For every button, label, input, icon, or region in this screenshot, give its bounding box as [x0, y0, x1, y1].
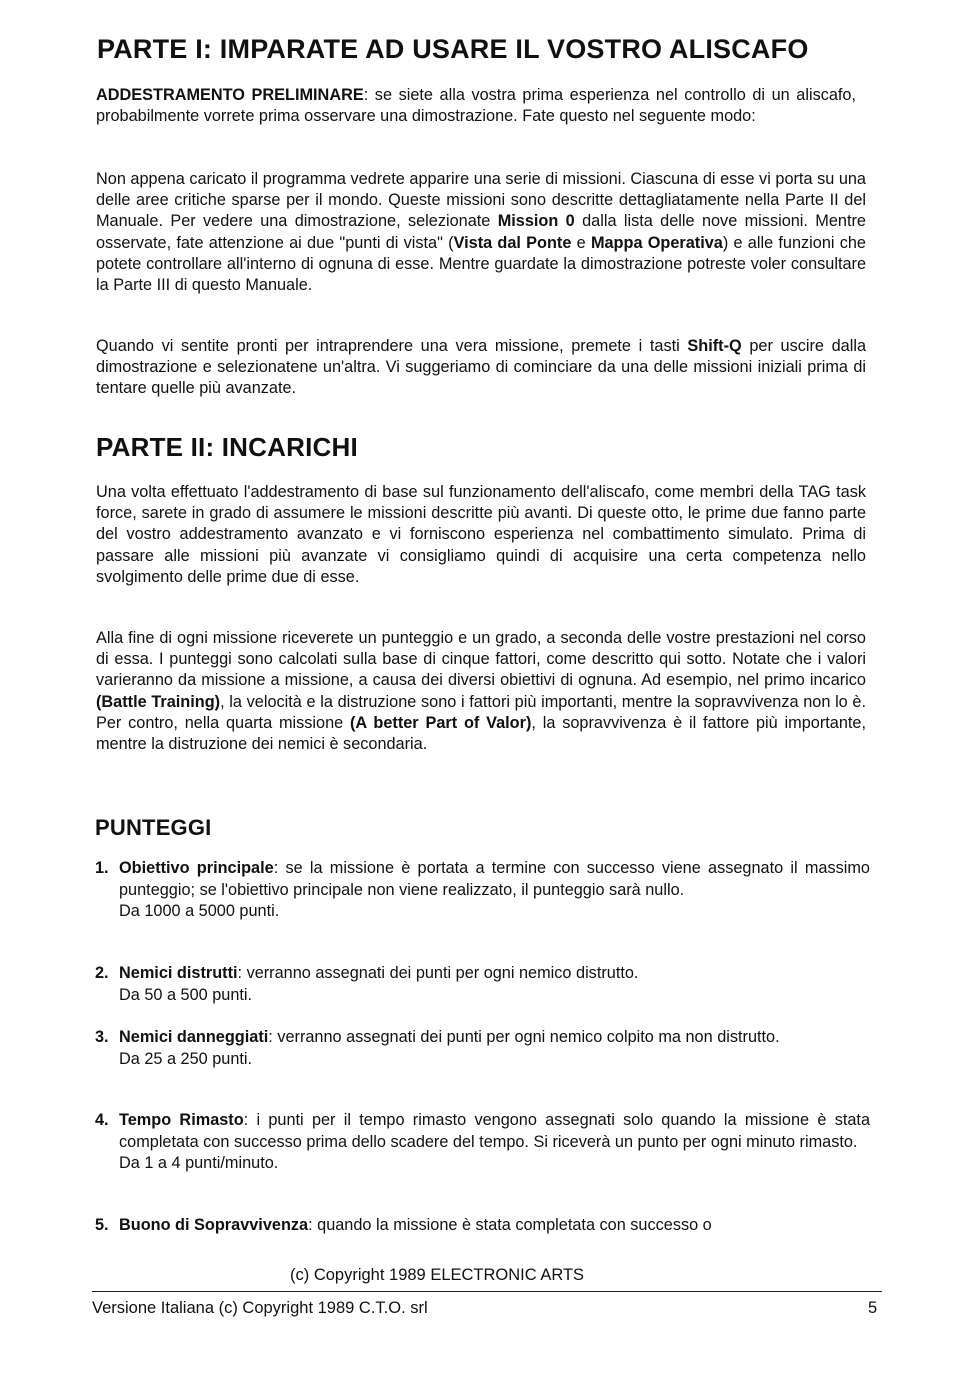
battle-training-label: (Battle Training)	[96, 692, 221, 711]
footer-divider	[92, 1291, 882, 1292]
paragraph-text: ) e alle funzioni che potete controllare all'interno di ognuna di esse. Mentre guardate la dimostrazione potreste voler consultare la Parte III di questo Manuale.	[96, 233, 866, 295]
demo-instructions-paragraph	[96, 169, 866, 296]
score-item-time-remaining	[95, 1110, 870, 1175]
score-item-label: Tempo Rimasto	[119, 1111, 244, 1129]
paragraph-text: Non appena caricato il programma vedrete apparire una serie di missioni. Ciascuna di esse vi porta su una delle aree critiche sparse per il mondo. Queste missioni sono descritte dettagliatamente nella Parte II del Manuale. Per vedere una dimostrazione, selezionate	[96, 170, 866, 231]
score-item-survival-bonus	[95, 1215, 870, 1237]
score-item-points: Da 50 a 500 punti.	[119, 985, 253, 1004]
score-item-enemies-destroyed	[95, 963, 870, 1006]
score-item-label: Buono di Sopravvivenza	[119, 1216, 309, 1234]
mission-0-label: Mission 0	[497, 212, 575, 231]
preliminary-training-label: ADDESTRAMENTO PRELIMINARE	[96, 86, 364, 104]
paragraph-text: per uscire dalla dimostrazione e selezionatene un'altra. Vi suggeriamo di cominciare da una delle missioni iniziali prima di tentare quelle più avanzate.	[96, 337, 867, 398]
better-part-of-valor-label: (A better Part of Valor)	[350, 713, 532, 732]
paragraph-text: , la velocità e la distruzione sono i fattori più importanti, mentre la sopravvivenza non lo è. Per contro, nella quarta missione	[96, 692, 866, 732]
list-number: 2.	[95, 964, 109, 982]
score-item-enemies-damaged	[95, 1027, 870, 1070]
scores-heading: PUNTEGGI	[95, 815, 212, 840]
list-number: 4.	[95, 1111, 109, 1129]
list-number: 3.	[95, 1028, 109, 1046]
assignments-intro-paragraph: Una volta effettuato l'addestramento di base sul funzionamento dell'aliscafo, come membri della TAG task force, sarete in grado di assumere le missioni descritte più avanti. Di queste otto, le prime due fanno parte del vostro addestramento avanzato e vi forniscono esperienza nel combattimento simulato. Prima di passare alle missioni più avanzate vi consigliamo quindi di acquisire una certa competenza nello svolgimento delle prime due di esse.	[96, 483, 866, 586]
page-number: 5	[868, 1299, 878, 1317]
exit-demo-paragraph	[96, 336, 866, 400]
shift-q-label: Shift-Q	[687, 337, 742, 355]
part2-heading: PARTE II: INCARICHI	[96, 432, 358, 462]
paragraph-text: : se siete alla vostra prima esperienza nel controllo di un aliscafo, probabilmente vorrete prima osservare una dimostrazione. Fate questo nel seguente modo:	[96, 86, 857, 126]
score-item-text: : i punti per il tempo rimasto vengono assegnati solo quando la missione è stata completata con successo prima dello scadere del tempo. Si riceverà un punto per ogni minuto rimasto.	[119, 1111, 870, 1151]
score-item-main-objective	[95, 858, 870, 923]
score-item-points: Da 25 a 250 punti.	[119, 1049, 253, 1068]
list-number: 1.	[95, 859, 109, 877]
paragraph-text: e	[571, 233, 591, 252]
footer-version: Versione Italiana (c) Copyright 1989 C.T.O. srl	[92, 1299, 428, 1317]
score-item-points: Da 1000 a 5000 punti.	[119, 902, 280, 921]
score-item-text: : se la missione è portata a termine con successo viene assegnato il massimo punteggio; se l'obiettivo principale non viene realizzato, il punteggio sarà nullo.	[119, 859, 870, 899]
scoring-explanation-paragraph	[96, 628, 866, 755]
score-item-text: : quando la missione è stata completata con successo o	[308, 1216, 712, 1234]
score-item-points: Da 1 a 4 punti/minuto.	[119, 1154, 279, 1173]
score-item-label: Nemici danneggiati	[119, 1028, 269, 1046]
operations-map-label: Mappa Operativa	[590, 233, 723, 252]
part1-heading: PARTE I: IMPARATE AD USARE IL VOSTRO ALISCAFO	[97, 34, 809, 64]
paragraph-text: dalla lista delle nove missioni. Mentre osservate, fate attenzione ai due "punti di vista" (	[96, 212, 866, 252]
score-item-text: : verranno assegnati dei punti per ogni nemico colpito ma non distrutto.	[268, 1028, 780, 1046]
score-item-text: : verranno assegnati dei punti per ogni nemico distrutto.	[237, 964, 639, 982]
footer-copyright: (c) Copyright 1989 ELECTRONIC ARTS	[290, 1266, 585, 1284]
score-item-label: Nemici distrutti	[119, 964, 238, 982]
bridge-view-label: Vista dal Ponte	[453, 233, 572, 252]
paragraph-text: Quando vi sentite pronti per intraprendere una vera missione, premete i tasti	[96, 337, 688, 355]
paragraph-text: Alla fine di ogni missione riceverete un punteggio e un grado, a seconda delle vostre prestazioni nel corso di essa. I punteggi sono calcolati sulla base di cinque fattori, come descritto qui sotto. Notate che i valori varieranno da missione a missione, a causa dei diversi obiettivi di ognuna. Ad esempio, nel primo incarico	[96, 629, 866, 690]
preliminary-training-paragraph	[96, 85, 856, 127]
paragraph-text: , la sopravvivenza è il fattore più importante, mentre la distruzione dei nemici è secondaria.	[96, 713, 866, 754]
list-number: 5.	[95, 1216, 109, 1234]
score-item-label: Obiettivo principale	[119, 859, 274, 877]
